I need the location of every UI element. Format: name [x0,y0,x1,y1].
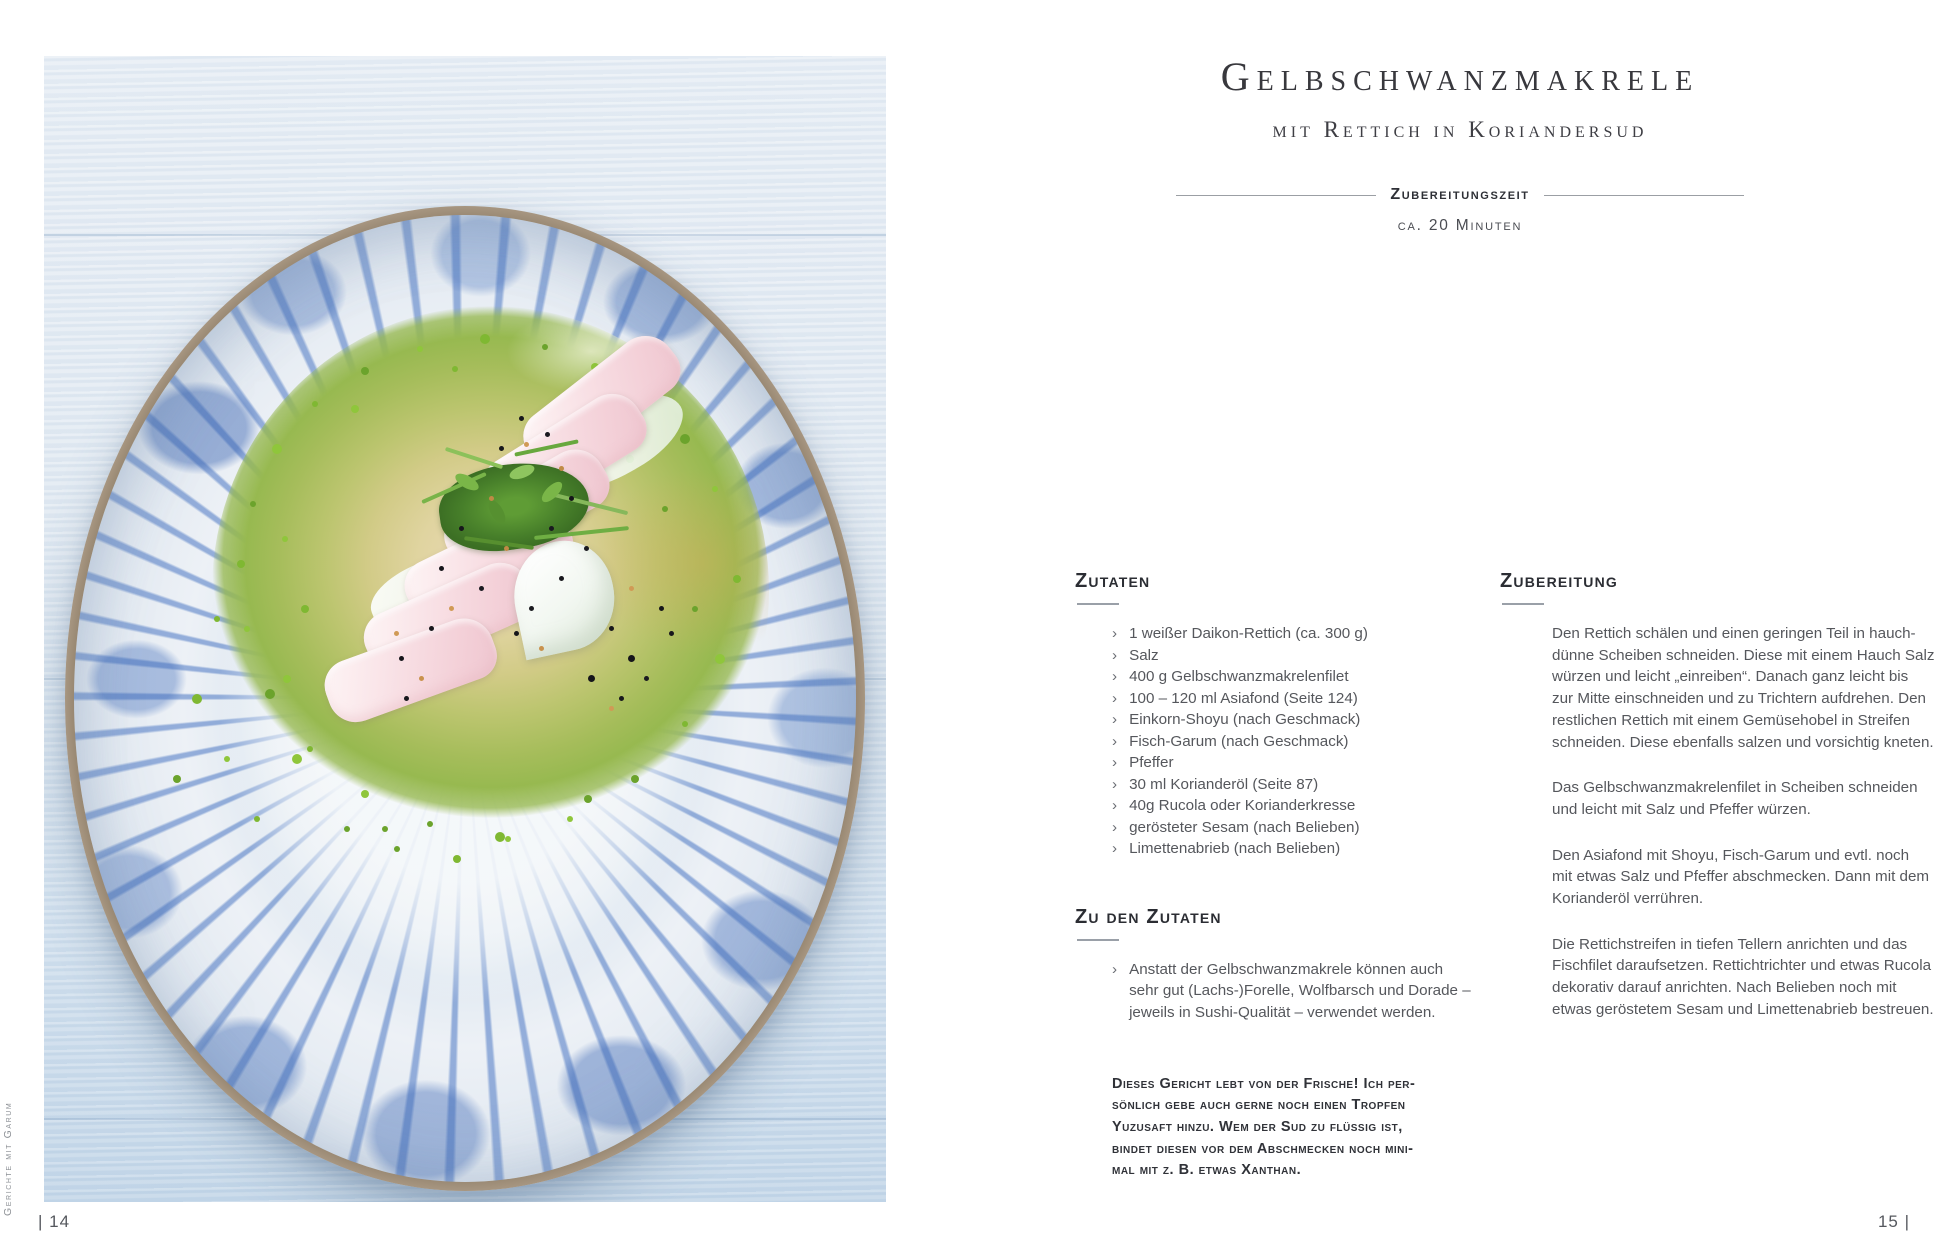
preparation-paragraph: Das Gelbschwanzmakrelenfilet in Scheiben schneiden und leicht mit Salz und Pfeffer würzen. [1552,779,1918,818]
decorative-rule-right [1544,195,1744,196]
list-bullet: › [1112,960,1118,978]
ingredients-column [1075,570,1471,1182]
list-bullet: › [1112,668,1118,685]
green-oil-droplets [212,306,218,312]
page-number-left: | 14 [38,1212,71,1231]
recipe-subtitle: mit Rettich in Koriandersud [1272,117,1648,142]
recipe-title: Gelbschwanzmakrele [1220,54,1700,99]
chef-note: Dieses Gericht lebt von der Frische! Ich per- sönlich gebe auch gerne noch einen Tropfen Yuzusaft hinzu. Wem der Sud zu flüssig ist, bindet diesen vor dem Abschmecken noch mini- mal mit z. B. etwas Xanthan. [1112,1075,1416,1179]
preparation-paragraph: Den Asiafond mit Shoyu, Fisch-Garum und evtl. noch mit etwas Salz und Pfeffer abschmecken. Dann mit dem Korianderöl verrühren. [1552,846,1930,908]
list-bullet: › [1112,625,1118,642]
heading-underline [1077,939,1119,941]
dish-photo [44,56,886,1202]
ingredient-item: › 1 weißer Daikon-Rettich (ca. 300 g) [1112,623,1455,645]
list-bullet: › [1112,646,1118,664]
ingredient-item: › Fisch-Garum (nach Geschmack) [1112,731,1455,753]
list-bullet: › [1112,775,1118,793]
preparation-heading: Zubereitung [1500,570,1618,592]
list-bullet: › [1112,797,1118,814]
ingredient-item: › Salz [1112,645,1455,667]
ingredients-heading: Zutaten [1075,570,1151,592]
ingredient-item: › Einkorn-Shoyu (nach Geschmack) [1112,709,1455,731]
prep-time [1100,186,1820,204]
preparation-column [1500,570,1935,1045]
fish-arrangement [309,376,709,736]
ingredient-item: › 40g Rucola oder Korianderkresse [1112,795,1455,817]
list-bullet: › [1112,711,1118,728]
list-bullet: › [1112,689,1118,707]
ingredient-item: › 100 – 120 ml Asiafond (Seite 124) [1112,688,1455,710]
ingredient-note [1112,959,1471,1024]
herb-garnish [424,446,609,571]
heading-underline [1502,603,1544,605]
ingredient-item: › 400 g Gelbschwanzmakrelenfilet [1112,666,1455,688]
ingredient-item: › Limettenabrieb (nach Belieben) [1112,838,1455,860]
page-number-right: 15 | [1877,1212,1910,1231]
list-bullet: › [1112,754,1118,771]
prep-time-label: Zubereitungszeit [1390,186,1530,204]
herb-sprig [445,447,503,469]
green-oil-droplets-outer [65,206,71,212]
preparation-paragraph: Den Rettich schälen und einen geringen Teil in hauch- dünne Scheiben schneiden. Diese mit einem Hauch Salz würzen und leicht „einreiben“. Danach ganz leicht bis zur Mitte einschneiden und zu Trichtern aufdrehen. Den restlichen Rettich mit einem Gemüsehobel in Streifen schneiden. Diese ebenfalls salzen und vorsichtig kneten. [1552,625,1935,751]
ingredient-item: › Pfeffer [1112,752,1455,774]
recipe-header [1100,55,1820,235]
ingredient-notes-heading: Zu den Zutaten [1075,905,1222,928]
list-bullet: › [1112,818,1118,836]
preparation-steps [1552,623,1935,1021]
toasted-sesame-seeds [309,376,314,381]
chapter-spine-label: Gerichte mit Garum [2,1101,14,1216]
ingredient-note-text: Anstatt der Gelbschwanzmakrele können auch sehr gut (Lachs-)Forelle, Wolfbarsch und Dorade – jeweils in Sushi-Qualität – verwendet werden. [1129,960,1471,1021]
heading-underline [1077,603,1119,605]
list-bullet: › [1112,840,1118,857]
ingredients-list [1075,623,1455,860]
ingredient-item: › 30 ml Korianderöl (Seite 87) [1112,774,1455,796]
list-bullet: › [1112,732,1118,750]
ceramic-plate [65,206,865,1191]
preparation-paragraph: Die Rettichstreifen in tiefen Tellern anrichten und das Fischfilet daraufsetzen. Rettichtrichter und etwas Rucola dekorativ darauf anrichten. Nach Belieben noch mit etwas geröstetem Sesam und Limettenabrieb bestreuen. [1552,935,1934,1018]
ingredient-item: › gerösteter Sesam (nach Belieben) [1112,817,1455,839]
decorative-rule-left [1176,195,1376,196]
prep-time-value: ca. 20 Minuten [1397,217,1523,235]
